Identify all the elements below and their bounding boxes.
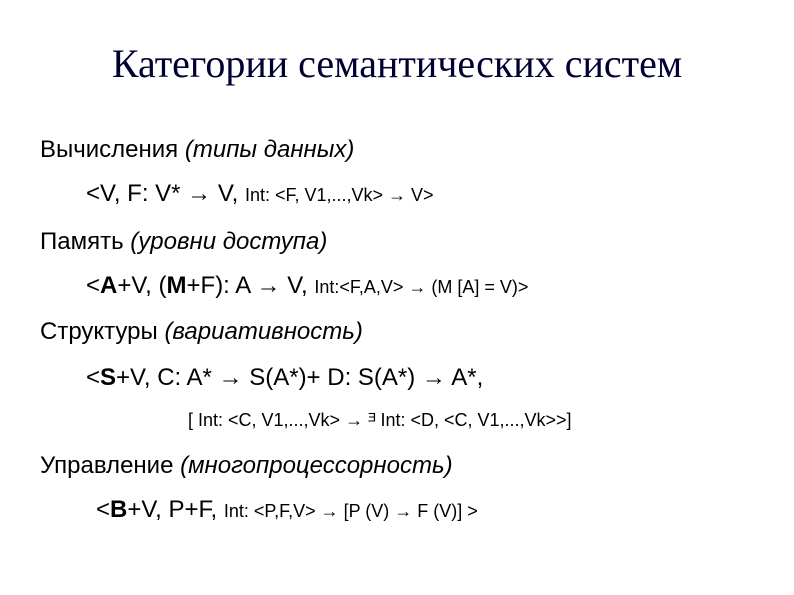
section-heading-text: Память <box>40 228 124 255</box>
slide-title: Категории семантических систем <box>111 41 683 86</box>
formula-computations <box>86 180 434 208</box>
section-heading-structures <box>40 318 363 346</box>
section-heading-text: Управление <box>40 452 174 479</box>
formula-part: < <box>86 272 101 299</box>
formula-part: < <box>86 364 101 391</box>
formula-symbol-m: M <box>166 272 187 299</box>
formula-interpretation: Int:<F,A,V> → (M [A] = V)> <box>314 277 529 297</box>
section-heading-note: (типы данных) <box>184 136 355 163</box>
formula-part: +F): A → V, <box>186 272 315 299</box>
section-heading-control <box>40 452 453 480</box>
formula-main: <V, F: V* → V, <box>86 180 245 207</box>
formula-control <box>96 496 478 524</box>
formula-structures <box>86 364 483 392</box>
section-heading-note: (многопроцессорность) <box>180 452 453 479</box>
section-heading-computations <box>40 136 354 164</box>
section-heading-text: Вычисления <box>40 136 179 163</box>
formula-part: +V, ( <box>117 272 167 299</box>
section-heading-note: (уровни доступа) <box>130 228 328 255</box>
section-heading-text: Структуры <box>40 318 158 345</box>
formula-interpretation: Int: <F, V1,...,Vk> → V> <box>244 185 434 205</box>
formula-part: +V, P+F, <box>127 496 224 523</box>
formula-symbol-s: S <box>100 364 117 391</box>
formula-part: +V, C: A* → S(A*)+ D: S(A*) → A*, <box>116 364 484 391</box>
formula-memory <box>86 272 528 300</box>
formula-symbol-b: B <box>110 496 128 523</box>
section-heading-memory <box>40 228 327 256</box>
section-heading-note: (вариативность) <box>164 318 363 345</box>
formula-interpretation: Int: <P,F,V> → [P (V) → F (V)] > <box>223 501 478 521</box>
formula-structures-interpretation: [ Int: <C, V1,...,Vk> → ᴲ Int: <D, <C, V1,...,Vk>>] <box>188 410 572 430</box>
formula-symbol-a: A <box>100 272 118 299</box>
formula-part: < <box>96 496 111 523</box>
